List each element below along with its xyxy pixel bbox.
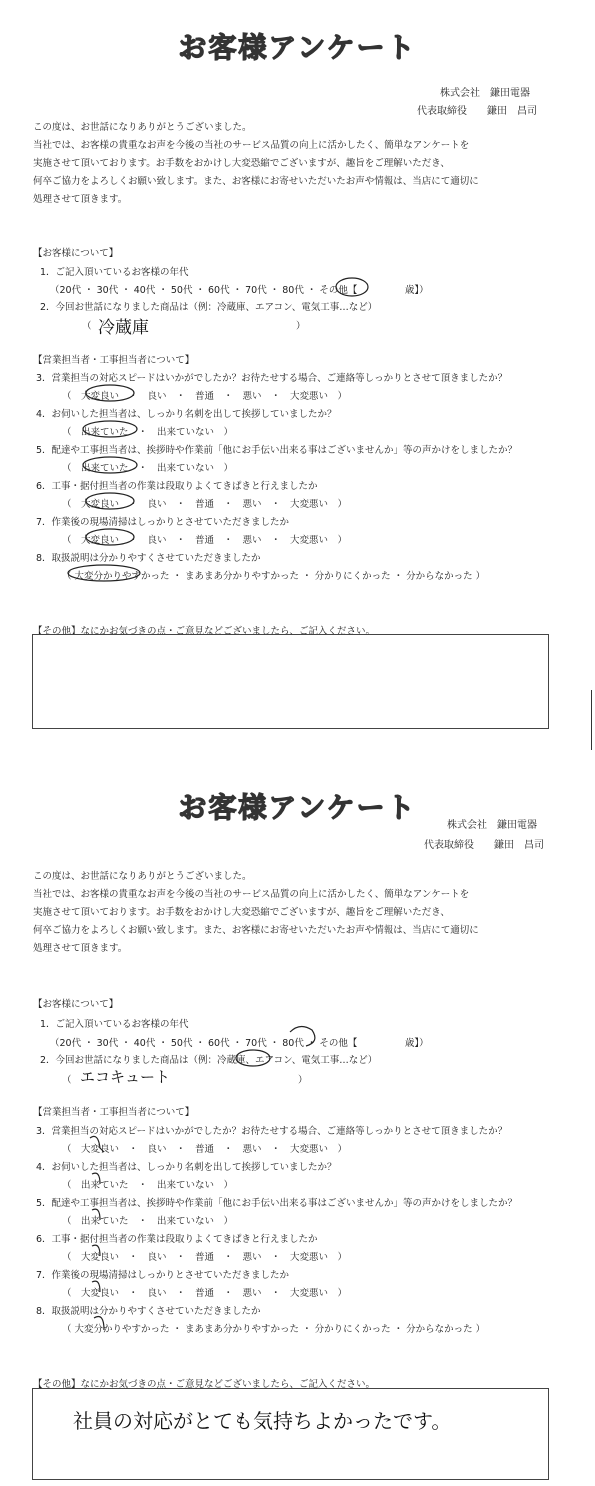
question-5: 5．配達や工事担当者は、挨拶時や作業前「他にお手伝い出来る事はございませんか」等の声かけをしましたか？: [36, 1198, 518, 1209]
check-mark-q8: [94, 1317, 104, 1331]
survey-title: お客様アンケート: [178, 31, 417, 64]
question-7-options: （ 大変良い ・ 良い ・ 普通 ・ 悪い ・ 大変悪い ）: [62, 535, 348, 546]
question-6-options: （ 大変良い ・ 良い ・ 普通 ・ 悪い ・ 大変悪い ）: [62, 499, 348, 510]
question-4: 4．お伺いした担当者は、しっかり名刺を出して挨拶していましたか？: [36, 1162, 337, 1173]
intro-line: この度は、お世話になりありがとうございました。: [33, 871, 252, 882]
question-5-options: （ 出来ていた ・ 出来ていない ）: [62, 463, 234, 474]
intro-line: 当社では、お客様の貴重なお声を今後の当社のサービス品質の向上に活かしたく、簡単なアンケートを: [33, 140, 470, 151]
question-5: 5．配達や工事担当者は、挨拶時や作業前「他にお手伝い出来る事はございませんか」等の声かけをしましたか？: [36, 445, 518, 456]
check-mark-age: [290, 1026, 315, 1046]
question-4: 4．お伺いした担当者は、しっかり名刺を出して挨拶していましたか？: [36, 409, 337, 420]
circle-mark-q6: [86, 493, 134, 509]
question-8-options: （ 大変分かりやすかった ・ まあまあ分かりやすかった ・ 分かりにくかった ・ 分からなかった ）: [62, 571, 486, 582]
question-7: 7．作業後の現場清掃はしっかりとさせていただきましたか: [36, 517, 290, 528]
question-6: 6．工事・据付担当者の作業は段取りよくてきぱきと行えましたか: [36, 481, 318, 492]
survey-sheet-1: [0, 0, 595, 740]
circle-mark-q8: [68, 565, 140, 581]
question-3: 3．営業担当の対応スピードはいかがでしたか？お待たせする場合、ご連絡等しっかりとさせて頂きましたか？: [36, 1126, 508, 1137]
circle-mark-product: [236, 1050, 270, 1066]
circle-mark-q3: [86, 385, 134, 401]
question-2-paren-open: （: [82, 321, 92, 332]
question-3-options: （ 大変良い ・ 良い ・ 普通 ・ 悪い ・ 大変悪い ）: [62, 1144, 348, 1155]
representative-name: 代表取締役 鎌田 昌司: [417, 106, 537, 117]
intro-line: 何卒ご協力をよろしくお願い致します。また、お客様にお寄せいただいたお声や情報は、当店にて適切に: [33, 176, 479, 187]
intro-line: 実施させて頂いております。お手数をおかけし大変恐縮でございますが、趣旨をご理解いただき、: [33, 907, 450, 918]
intro-line: 何卒ご協力をよろしくお願い致します。また、お客様にお寄せいただいたお声や情報は、当店にて適切に: [33, 925, 479, 936]
question-2-handwritten-answer: 冷蔵庫: [98, 318, 149, 338]
intro-line: この度は、お世話になりありがとうございました。: [33, 122, 252, 133]
company-name: 株式会社 鎌田電器: [440, 88, 530, 99]
intro-line: 処理させて頂きます。: [33, 194, 128, 205]
section-other-heading: 【その他】なにかお気づきの点・ご意見などございましたら、ご記入ください。: [33, 626, 376, 637]
check-mark-q3: [90, 1136, 104, 1152]
section-staff-heading: 【営業担当者・工事担当者について】: [33, 355, 195, 366]
intro-line: 処理させて頂きます。: [33, 943, 128, 954]
check-mark-q4: [92, 1173, 100, 1184]
check-mark-q5: [92, 1209, 100, 1220]
question-6-options: （ 大変良い ・ 良い ・ 普通 ・ 悪い ・ 大変悪い ）: [62, 1252, 348, 1263]
company-name: 株式会社 鎌田電器: [447, 820, 537, 831]
survey-title: お客様アンケート: [178, 791, 417, 824]
question-2-handwritten-answer: エコキュート: [80, 1068, 171, 1086]
circle-mark-age: [336, 278, 368, 296]
representative-name: 代表取締役 鎌田 昌司: [424, 840, 544, 851]
question-1: 1．ご記入頂いているお客様の年代: [40, 267, 189, 278]
question-2: 2．今回お世話になりました商品は（例：冷蔵庫、エアコン、電気工事…など）: [40, 1055, 378, 1066]
question-4-options: （ 出来ていた ・ 出来ていない ）: [62, 1180, 234, 1191]
section-customer-heading: 【お客様について】: [33, 999, 119, 1010]
scan-edge-line: [591, 690, 592, 750]
question-8: 8．取扱説明は分かりやすくさせていただきましたか: [36, 1306, 261, 1317]
question-7-options: （ 大変良い ・ 良い ・ 普通 ・ 悪い ・ 大変悪い ）: [62, 1288, 348, 1299]
circle-mark-q4: [83, 421, 137, 437]
question-1: 1．ご記入頂いているお客様の年代: [40, 1019, 189, 1030]
question-8-options: （ 大変分かりやすかった ・ まあまあ分かりやすかった ・ 分かりにくかった ・ 分からなかった ）: [62, 1324, 486, 1335]
intro-line: 実施させて頂いております。お手数をおかけし大変恐縮でございますが、趣旨をご理解いただき、: [33, 158, 450, 169]
question-1-options: （20代 ・ 30代 ・ 40代 ・ 50代 ・ 60代 ・ 70代 ・ 80代 ・ その他【 歳】）: [50, 285, 429, 296]
section-staff-heading: 【営業担当者・工事担当者について】: [33, 1107, 195, 1118]
section-customer-heading: 【お客様について】: [33, 248, 119, 259]
question-2: 2．今回お世話になりました商品は（例：冷蔵庫、エアコン、電気工事…など）: [40, 302, 378, 313]
question-4-options: （ 出来ていた ・ 出来ていない ）: [62, 427, 234, 438]
question-2-paren-close: ）: [296, 321, 306, 332]
question-2-paren-close: ）: [298, 1075, 308, 1086]
comment-handwritten: 社員の対応がとても気持ちよかったです。: [73, 1409, 452, 1433]
check-mark-q7: [92, 1281, 100, 1292]
question-2-paren-open: （: [62, 1075, 72, 1086]
question-5-options: （ 出来ていた ・ 出来ていない ）: [62, 1216, 234, 1227]
question-7: 7．作業後の現場清掃はしっかりとさせていただきましたか: [36, 1270, 290, 1281]
handwritten-marks: [0, 0, 595, 740]
question-3-options: （ 大変良い ・ 良い ・ 普通 ・ 悪い ・ 大変悪い ）: [62, 391, 348, 402]
circle-mark-q5: [83, 457, 137, 473]
question-6: 6．工事・据付担当者の作業は段取りよくてきぱきと行えましたか: [36, 1234, 318, 1245]
section-other-heading: 【その他】なにかお気づきの点・ご意見などございましたら、ご記入ください。: [33, 1379, 376, 1390]
question-8: 8．取扱説明は分かりやすくさせていただきましたか: [36, 553, 261, 564]
question-3: 3．営業担当の対応スピードはいかがでしたか？お待たせする場合、ご連絡等しっかりとさせて頂きましたか？: [36, 373, 508, 384]
handwritten-marks: [0, 760, 595, 1486]
question-1-options: （20代 ・ 30代 ・ 40代 ・ 50代 ・ 60代 ・ 70代 ・ 80代 ・ その他【 歳】）: [50, 1038, 429, 1049]
circle-mark-q7: [86, 529, 134, 545]
intro-line: 当社では、お客様の貴重なお声を今後の当社のサービス品質の向上に活かしたく、簡単なアンケートを: [33, 889, 470, 900]
check-mark-q6: [92, 1245, 100, 1256]
survey-sheet-2: [0, 760, 595, 1486]
